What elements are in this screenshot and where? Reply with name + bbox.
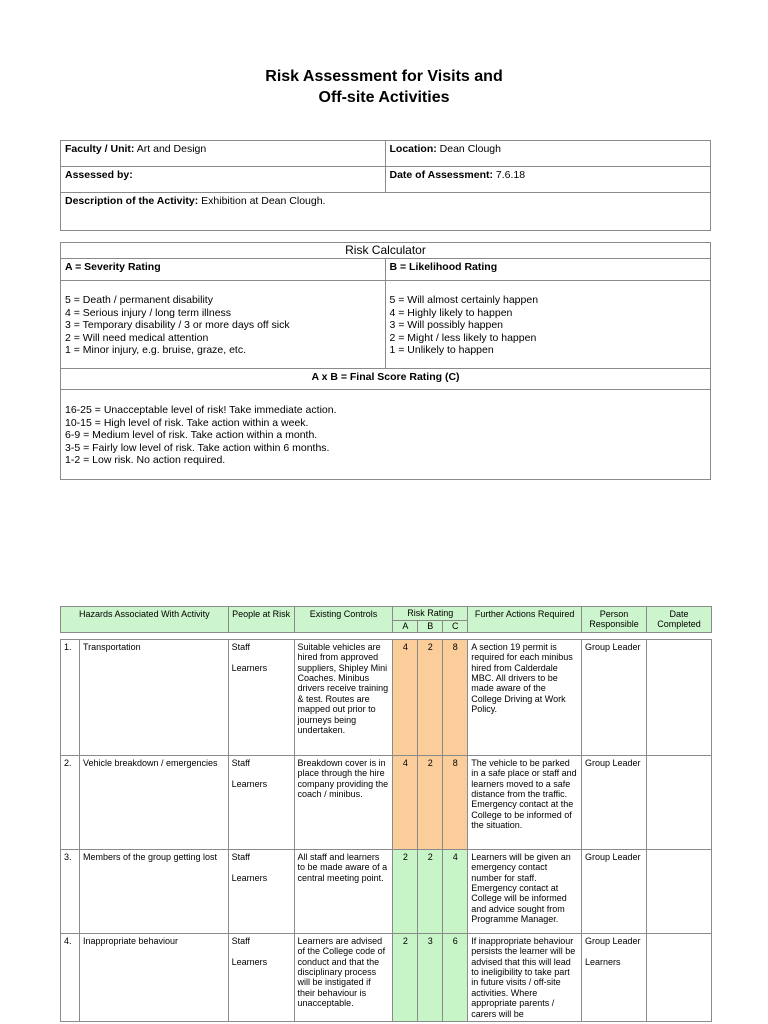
likelihood-line: 2 = Might / less likely to happen — [389, 331, 537, 344]
people-line: Staff — [231, 757, 250, 768]
date-label: Date of Assessment: — [389, 169, 493, 181]
row-actions: A section 19 permit is required for each minibus hired from Calderdale MBC. All drivers to be made aware of the College Driving at Work Policy. — [468, 639, 582, 755]
row-person: Group Leader — [582, 755, 647, 849]
likelihood-header — [386, 259, 711, 280]
location-label: Location: — [389, 143, 437, 155]
header-people: People at Risk — [228, 607, 294, 633]
row-rating-c: 6 — [443, 933, 468, 1021]
people-line: Learners — [231, 956, 268, 967]
info-row-3 — [61, 193, 710, 230]
row-rating-b: 2 — [418, 639, 443, 755]
people-line: Staff — [231, 935, 250, 946]
row-rating-a: 2 — [393, 849, 418, 933]
likelihood-line: 3 = Will possibly happen — [389, 319, 504, 332]
row-hazard: Inappropriate behaviour — [79, 933, 228, 1021]
faculty-value: Art and Design — [136, 143, 207, 155]
row-actions: The vehicle to be parked in a safe place or staff and learners moved to a safe distance from the traffic. Emergency contact at the College to be informed of the situation. — [468, 755, 582, 849]
final-score-list — [61, 390, 710, 479]
row-actions: Learners will be given an emergency contact number for staff. Emergency contact at College will be informed and advice sought from Programme Manager. — [468, 849, 582, 933]
row-rating-c: 8 — [443, 639, 468, 755]
row-number: 2. — [61, 755, 80, 849]
final-score-header-text: A x B = Final Score Rating (C) — [311, 371, 460, 383]
row-hazard: Vehicle breakdown / emergencies — [79, 755, 228, 849]
faculty-cell — [61, 141, 386, 166]
row-person — [582, 933, 647, 1021]
people-line: Learners — [231, 778, 268, 789]
severity-line: 5 = Death / permanent disability — [65, 294, 213, 306]
row-date — [646, 755, 711, 849]
info-table — [60, 140, 711, 231]
info-row-2 — [61, 167, 710, 193]
calculator-title: Risk Calculator — [345, 243, 426, 257]
row-rating-a: 2 — [393, 933, 418, 1021]
date-cell — [386, 167, 711, 192]
table-row — [61, 849, 712, 933]
final-score-line: 1-2 = Low risk. No action required. — [65, 454, 226, 467]
rating-header-row — [61, 259, 710, 281]
row-people — [228, 755, 294, 849]
row-rating-a: 4 — [393, 755, 418, 849]
row-controls: Breakdown cover is in place through the hire company providing the coach / minibus. — [294, 755, 393, 849]
likelihood-line: 1 = Unlikely to happen — [389, 344, 494, 357]
likelihood-header-text: B = Likelihood Rating — [389, 261, 498, 273]
assessed-cell — [61, 167, 386, 192]
final-score-line: 10-15 = High level of risk. Take action within a week. — [65, 416, 309, 429]
person-line: Group Leader — [585, 935, 641, 946]
header-date: Date Completed — [646, 607, 711, 633]
likelihood-line: 4 = Highly likely to happen — [389, 306, 513, 319]
faculty-label: Faculty / Unit: — [65, 143, 135, 155]
location-value: Dean Clough — [439, 143, 501, 155]
date-value: 7.6.18 — [495, 169, 526, 181]
final-score-line: 3-5 = Fairly low level of risk. Take action within 6 months. — [65, 441, 330, 454]
location-cell — [386, 141, 711, 166]
final-score-line: 6-9 = Medium level of risk. Take action within a month. — [65, 429, 318, 442]
header-person: Person Responsible — [582, 607, 647, 633]
row-number: 1. — [61, 639, 80, 755]
page-title — [0, 66, 768, 108]
row-people — [228, 849, 294, 933]
table-row — [61, 639, 712, 755]
row-rating-b: 3 — [418, 933, 443, 1021]
row-hazard: Transportation — [79, 639, 228, 755]
people-line: Staff — [231, 851, 250, 862]
header-actions: Further Actions Required — [468, 607, 582, 633]
row-rating-c: 4 — [443, 849, 468, 933]
header-c: C — [443, 620, 468, 632]
severity-line: 3 = Temporary disability / 3 or more days off sick — [65, 319, 290, 332]
severity-list — [61, 281, 386, 368]
people-line: Staff — [231, 641, 250, 652]
row-rating-b: 2 — [418, 849, 443, 933]
row-person: Group Leader — [582, 849, 647, 933]
row-date — [646, 849, 711, 933]
severity-header-text: A = Severity Rating — [65, 261, 161, 273]
risk-calculator — [60, 242, 711, 480]
severity-line: 2 = Will need medical attention — [65, 331, 209, 344]
table-row — [61, 755, 712, 849]
row-hazard: Members of the group getting lost — [79, 849, 228, 933]
hazard-table — [60, 606, 712, 1022]
header-controls: Existing Controls — [294, 607, 393, 633]
description-value: Exhibition at Dean Clough. — [201, 195, 326, 207]
table-row — [61, 933, 712, 1021]
row-person: Group Leader — [582, 639, 647, 755]
row-date — [646, 933, 711, 1021]
header-a: A — [393, 620, 418, 632]
rating-lines-row — [61, 281, 710, 369]
row-controls: Suitable vehicles are hired from approved suppliers, Shipley Mini Coaches. Minibus drivers receive training & test. Routes are mapped out prior to journeys being undertaken. — [294, 639, 393, 755]
row-actions: If inappropriate behaviour persists the learner will be advised that this will lead to ineligibility to take part in future visits / off-site activities. Where appropriate parents / carers will be — [468, 933, 582, 1021]
assessed-label: Assessed by: — [65, 169, 133, 181]
people-line: Learners — [231, 872, 268, 883]
severity-line: 4 = Serious injury / long term illness — [65, 306, 232, 319]
info-row-1 — [61, 141, 710, 167]
row-rating-a: 4 — [393, 639, 418, 755]
description-cell — [61, 193, 329, 230]
person-line: Learners — [585, 956, 621, 967]
final-score-header — [61, 369, 710, 389]
hazard-header-row — [61, 607, 712, 621]
final-header-row — [61, 369, 710, 390]
calculator-title-row — [61, 243, 710, 259]
header-rating: Risk Rating — [393, 607, 468, 621]
title-line-1: Risk Assessment for Visits and — [265, 68, 503, 85]
people-line: Learners — [231, 662, 268, 673]
row-people — [228, 639, 294, 755]
likelihood-line: 5 = Will almost certainly happen — [389, 294, 539, 306]
title-line-2: Off-site Activities — [318, 89, 450, 106]
severity-header — [61, 259, 386, 280]
description-label: Description of the Activity: — [65, 195, 199, 207]
row-rating-c: 8 — [443, 755, 468, 849]
row-number: 3. — [61, 849, 80, 933]
header-b: B — [418, 620, 443, 632]
header-hazards: Hazards Associated With Activity — [61, 607, 229, 633]
row-date — [646, 639, 711, 755]
row-controls: Learners are advised of the College code of conduct and that the disciplinary process will be instigated if their behaviour is unacceptable. — [294, 933, 393, 1021]
header-spacer — [61, 632, 712, 639]
row-rating-b: 2 — [418, 755, 443, 849]
likelihood-list — [386, 281, 711, 368]
row-people — [228, 933, 294, 1021]
row-number: 4. — [61, 933, 80, 1021]
severity-line: 1 = Minor injury, e.g. bruise, graze, etc. — [65, 344, 247, 357]
final-lines-row — [61, 390, 710, 479]
final-score-line: 16-25 = Unacceptable level of risk! Take immediate action. — [65, 404, 337, 416]
row-controls: All staff and learners to be made aware of a central meeting point. — [294, 849, 393, 933]
